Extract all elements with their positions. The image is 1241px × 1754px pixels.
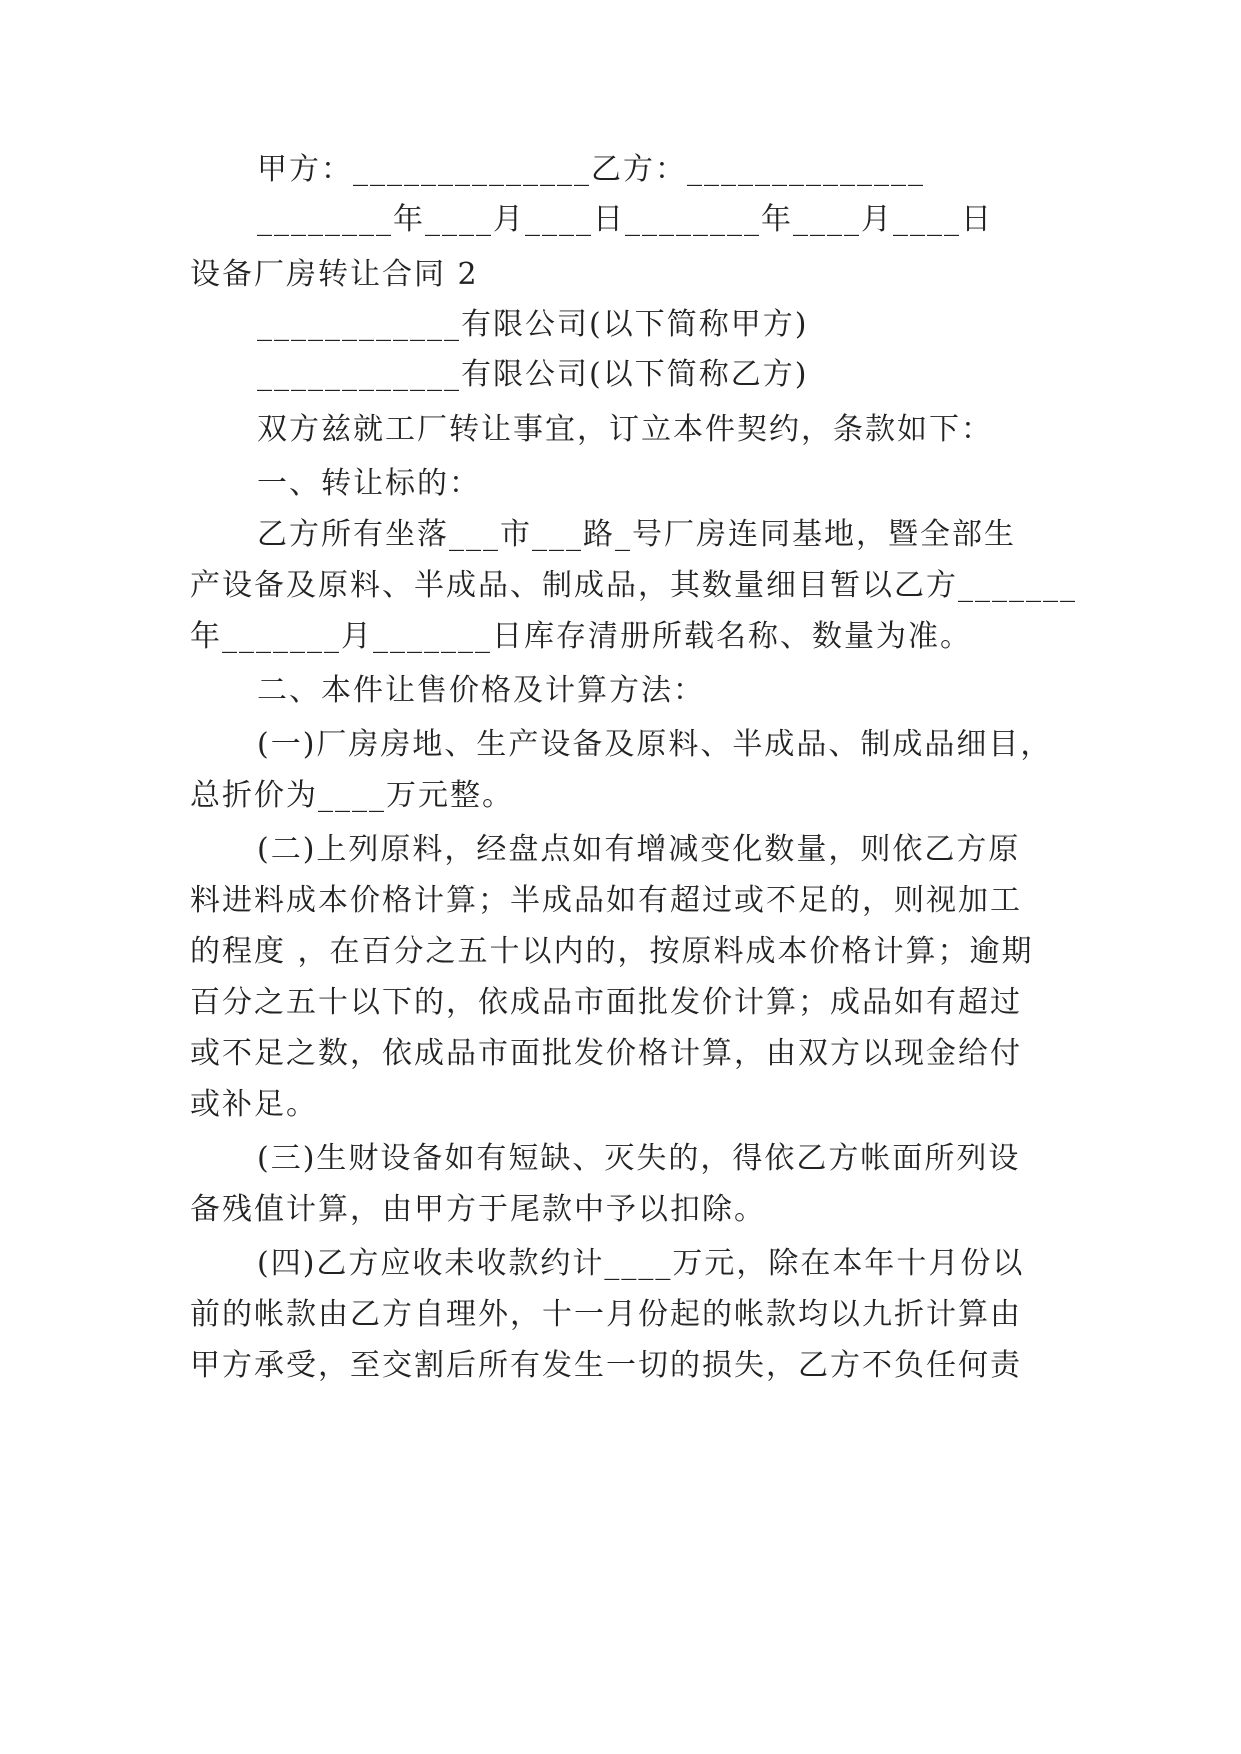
paragraph-line: 料进料成本价格计算；半成品如有超过或不足的，则视加工 [190, 883, 1022, 918]
paragraph-line: 乙方所有坐落___市___路_号厂房连同基地，暨全部生 [257, 517, 1016, 552]
paragraph-line: (三)生财设备如有短缺、灭失的，得依乙方帐面所列设 [257, 1141, 1021, 1176]
paragraph-line: 备残值计算，由甲方于尾款中予以扣除。 [190, 1192, 766, 1227]
paragraph-line: 产设备及原料、半成品、制成品，其数量细目暂以乙方_______ [190, 568, 1077, 603]
paragraph-line: 总折价为____万元整。 [190, 778, 514, 813]
section-heading-2: 二、本件让售价格及计算方法： [257, 673, 705, 708]
paragraph-line: (一)厂房房地、生产设备及原料、半成品、制成品细目， [257, 727, 1053, 762]
paragraph-line: 百分之五十以下的，依成品市面批发价计算；成品如有超过 [190, 985, 1022, 1020]
paragraph-line: 的程度 ，在百分之五十以内的，按原料成本价格计算；逾期 [190, 934, 1034, 969]
paragraph-line: (四)乙方应收未收款约计____万元，除在本年十月份以 [257, 1246, 1025, 1281]
paragraph-line: 年_______月_______日库存清册所载名称、数量为准。 [190, 619, 972, 654]
preamble: 双方兹就工厂转让事宜，订立本件契约，条款如下： [257, 412, 993, 447]
document-title: 设备厂房转让合同 2 [190, 257, 479, 292]
signature-line: 甲方：______________乙方：______________ [257, 152, 925, 187]
section-heading-1: 一、转让标的： [257, 466, 481, 501]
paragraph-line: 或不足之数，依成品市面批发价格计算，由双方以现金给付 [190, 1036, 1022, 1071]
paragraph-line: 或补足。 [190, 1087, 318, 1122]
paragraph-line: 甲方承受，至交割后所有发生一切的损失，乙方不负任何责 [190, 1348, 1022, 1383]
paragraph-line: 前的帐款由乙方自理外，十一月份起的帐款均以九折计算由 [190, 1297, 1022, 1332]
party-a-line: ____________有限公司(以下简称甲方) [257, 307, 809, 342]
paragraph-line: (二)上列原料，经盘点如有增减变化数量，则依乙方原 [257, 832, 1021, 867]
date-line: ________年____月____日________年____月____日 [257, 202, 993, 237]
party-b-line: ____________有限公司(以下简称乙方) [257, 357, 809, 392]
